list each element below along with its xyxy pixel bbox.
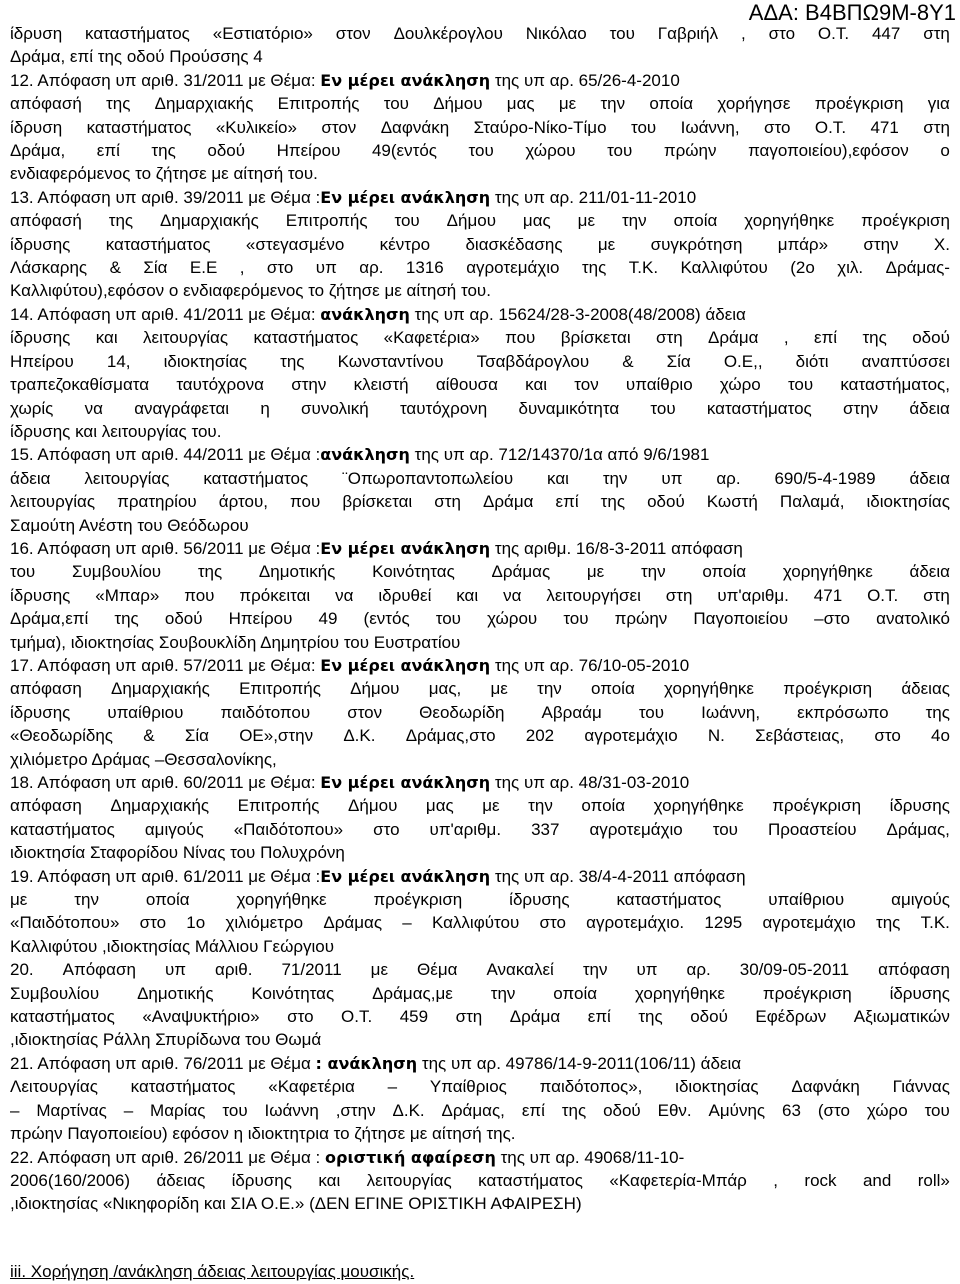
text-line: 2006(160/2006) άδειας ίδρυσης και λειτουργίας καταστήματος «Καφετερία-Μπάρ , rock and roll» xyxy=(10,1170,950,1190)
decision-subject: οριστική αφαίρεση xyxy=(325,1147,496,1167)
text-line: «Παιδότοπου» στο 1ο χιλιόμετρο Δράμας – Καλλιφύτου στο αγροτεμάχιο. 1295 αγροτεμάχιο της Τ.Κ. xyxy=(10,913,950,933)
decision-heading-line: 14. Απόφαση υπ αριθ. 41/2011 με Θέμα: ανάκληση της υπ αρ. 15624/28-3-2008(48/2008) άδεια xyxy=(10,304,746,324)
text-line: Λειτουργίας καταστήματος «Καφετέρια – Υπαίθριος παιδότοπος», ιδιοκτησίας Δαφνάκη Γιάννας xyxy=(10,1077,950,1097)
text-line: τμήμα), ιδιοκτησίας Σουβουκλίδη Δημητρίου του Ευστρατίου xyxy=(10,632,461,652)
text-line: ίδρυσης και λειτουργίας καταστήματος «Καφετέρια» που βρίσκεται στη Δράμα , επί της οδού xyxy=(10,328,950,348)
text-line: ίδρυσης υπαίθριου παιδότοπου στον Θεοδωρίδη Αβραάμ του Ιωάννη, εκπρόσωπο της xyxy=(10,702,950,722)
decision-subject: ανάκληση xyxy=(320,445,410,465)
text-line: άδεια λειτουργίας καταστήματος ¨Οπωροπαντοπωλείου και την υπ αρ. 690/5-4-1989 άδεια xyxy=(10,468,950,488)
text-line: καταστήματος αμιγούς «Παιδότοπου» στο υπ'αριθμ. 337 αγροτεμάχιο του Προαστείου Δράμας, xyxy=(10,819,950,839)
text-line: Λάσκαρης & Σία Ε.Ε , στο υπ αρ. 1316 αγροτεμάχιο της Τ.Κ. Καλλιφύτου (2ο χιλ. Δράμας- xyxy=(10,258,950,278)
text-line: Καλλιφύτου),εφόσον ο ενδιαφερόμενος το ζήτησε με αίτησή του. xyxy=(10,281,491,301)
decision-subject: Εν μέρει ανάκληση xyxy=(320,866,491,886)
text-line: απόφασή της Δημαρχιακής Επιτροπής του Δήμου μας με την οποία χορήγησε προέγκριση για xyxy=(10,94,950,114)
text-line: ίδρυση καταστήματος «Κυλικείο» στον Δαφνάκη Σταύρο-Νίκο-Τίμο του Ιωάννη, στο Ο.Τ. 471 στη xyxy=(10,117,950,137)
decision-heading-line: 22. Απόφαση υπ αριθ. 26/2011 με Θέμα : οριστική αφαίρεση της υπ αρ. 49068/11-10- xyxy=(10,1147,685,1167)
text-line: Καλλιφύτου ,ιδιοκτησίας Μάλλιου Γεώργιου xyxy=(10,936,335,956)
text-line: «Θεοδωρίδης & Σία ΟΕ»,στην Δ.Κ. Δράμας,στο 202 αγροτεμάχιο Ν. Σεβάστειας, στο 4ο xyxy=(10,726,950,746)
decision-heading-line: 18. Απόφαση υπ αριθ. 60/2011 με Θέμα: Εν μέρει ανάκληση της υπ αρ. 48/31-03-2010 xyxy=(10,773,690,792)
text-line: Δράμα, επί της οδού Προύσσης 4 xyxy=(10,47,263,67)
text-line: καταστήματος «Αναψυκτήριο» στο Ο.Τ. 459 στη Δράμα επί της οδού Εφέδρων Αξιωματικών xyxy=(10,1007,950,1027)
text-line: ίδρυση καταστήματος «Εστιατόριο» στον Δουλκέρογλου Νικόλαο του Γαβριήλ , στο Ο.Τ. 447 στη xyxy=(10,24,950,43)
decision-heading-line: 16. Απόφαση υπ αριθ. 56/2011 με Θέμα :Εν μέρει ανάκληση της αριθμ. 16/8-3-2011 απόφαση xyxy=(10,538,743,558)
section-heading-iii: iii. Χορήγηση /ανάκληση άδειας λειτουργίας μουσικής. xyxy=(10,1262,415,1281)
text-line: Δράμα,επί της οδού Ηπείρου 49 (εντός του χώρου του πρώην Παγοποιείου –στο ανατολικό xyxy=(10,609,950,629)
decision-subject: Εν μέρει ανάκληση xyxy=(320,538,491,558)
decision-subject: Εν μέρει ανάκληση xyxy=(320,70,491,90)
decision-heading-line: 21. Απόφαση υπ αριθ. 76/2011 με Θέμα : ανάκληση της υπ αρ. 49786/14-9-2011(106/11) άδεια xyxy=(10,1053,742,1073)
decision-heading-line: 13. Απόφαση υπ αριθ. 39/2011 με Θέμα :Εν μέρει ανάκληση της υπ αρ. 211/01-11-2010 xyxy=(10,187,697,207)
decision-subject: : ανάκληση xyxy=(315,1053,418,1073)
document-body xyxy=(10,22,950,1222)
text-line: χωρίς να αναγράφεται η συνολική ταυτόχρονη δυναμικότητα του καταστήματος στην άδεια xyxy=(10,398,950,418)
decision-heading-line: 12. Απόφαση υπ αριθ. 31/2011 με Θέμα: Εν μέρει ανάκληση της υπ αρ. 65/26-4-2010 xyxy=(10,70,680,90)
decision-heading-line: 17. Απόφαση υπ αριθ. 57/2011 με Θέμα: Εν μέρει ανάκληση της υπ αρ. 76/10-05-2010 xyxy=(10,655,690,675)
text-line: Σαμούτη Ανέστη του Θεόδωρου xyxy=(10,515,249,535)
text-line: Δράμα, επί της οδού Ηπείρου 49(εντός του χώρου του πρώην παγοποιείου),εφόσον ο xyxy=(10,141,950,161)
decision-subject: Εν μέρει ανάκληση xyxy=(320,187,491,207)
text-line: ,ιδιοκτησίας «Νικηφορίδη και ΣΙΑ Ο.Ε.» (ΔΕΝ ΕΓΙΝΕ ΟΡΙΣΤΙΚΗ ΑΦΑΙΡΕΣΗ) xyxy=(10,1194,582,1214)
text-line: χιλιόμετρο Δράμας –Θεσσαλονίκης, xyxy=(10,749,277,769)
text-line: με την οποία χορηγήθηκε προέγκριση ίδρυσης καταστήματος υπαίθριου αμιγούς xyxy=(10,890,950,910)
text-line: πρώην Παγοποιείου) εφόσον η ιδιοκτητρια το ζήτησε με αίτησή της. xyxy=(10,1124,516,1144)
text-line: 20. Απόφαση υπ αριθ. 71/2011 με Θέμα Ανακαλεί την υπ αρ. 30/09-05-2011 απόφαση xyxy=(10,960,950,980)
text-line: ενδιαφερόμενος το ζήτησε με αίτησή του. xyxy=(10,164,318,184)
text-line: απόφασή της Δημαρχιακής Επιτροπής του Δήμου μας με την οποία χορηγήθηκε προέγκριση xyxy=(10,211,950,231)
decision-subject: Εν μέρει ανάκληση xyxy=(320,655,491,675)
text-line: Συμβουλίου Δημοτικής Κοινότητας Δράμας,με την οποία χορηγήθηκε προέγκριση ίδρυσης xyxy=(10,983,950,1003)
text-line: ίδρυσης και λειτουργίας του. xyxy=(10,421,222,441)
decision-subject: Εν μέρει ανάκληση xyxy=(320,773,491,792)
ada-code: ΑΔΑ: Β4ΒΠΩ9Μ-8Υ1 xyxy=(748,0,956,25)
text-line: του Συμβουλίου της Δημοτικής Κοινότητας Δράμας με την οποία χορηγήθηκε άδεια xyxy=(10,562,950,582)
text-line: απόφαση Δημαρχιακής Επιτροπής Δήμου μας με την οποία χορηγήθηκε προέγκριση ίδρυσης xyxy=(10,796,950,816)
text-line: ίδρυσης «Μπαρ» που πρόκειται να ιδρυθεί και να λειτουργήσει στη υπ'αριθμ. 471 Ο.Τ. στη xyxy=(10,585,950,605)
text-line: ίδρυσης καταστήματος «στεγασμένο κέντρο διασκέδασης με συγκρότηση μπάρ» στην Χ. xyxy=(10,234,950,254)
decision-subject: ανάκληση xyxy=(320,304,410,324)
text-line: τραπεζοκαθίσματα ταυτόχρονα στην κλειστή αίθουσα και τον υπαίθριο χώρο του καταστήματος, xyxy=(10,375,950,395)
decision-heading-line: 15. Απόφαση υπ αριθ. 44/2011 με Θέμα :ανάκληση της υπ αρ. 712/14370/1α από 9/6/1981 xyxy=(10,445,710,465)
text-line: ,ιδιοκτησίας Ράλλη Σπυρίδωνα του Θωμά xyxy=(10,1030,322,1050)
text-line: – Μαρτίνας – Μαρίας του Ιωάννη ,στην Δ.Κ. Δράμας, επί της οδού Εθν. Αμύνης 63 (στο χώρο του xyxy=(10,1100,950,1120)
decision-heading-line: 19. Απόφαση υπ αριθ. 61/2011 με Θέμα :Εν μέρει ανάκληση της υπ αρ. 38/4-4-2011 απόφαση xyxy=(10,866,746,886)
text-line: λειτουργίας πρατηρίου άρτου, που βρίσκεται στη Δράμα επί της οδού Κωστή Παλαμά, ιδιοκτησίας xyxy=(10,492,950,512)
text-line: απόφαση Δημαρχιακής Επιτροπής Δήμου μας, με την οποία χορηγήθηκε προέγκριση άδειας xyxy=(10,679,950,699)
text-line: Ηπείρου 14, ιδιοκτησίας της Κωνσταντίνου Τσαβδάρογλου & Σία Ο.Ε,, διότι αναπτύσσει xyxy=(10,351,950,371)
text-line: ιδιοκτησία Σταφορίδου Νίνας του Πολυχρόνη xyxy=(10,843,345,863)
